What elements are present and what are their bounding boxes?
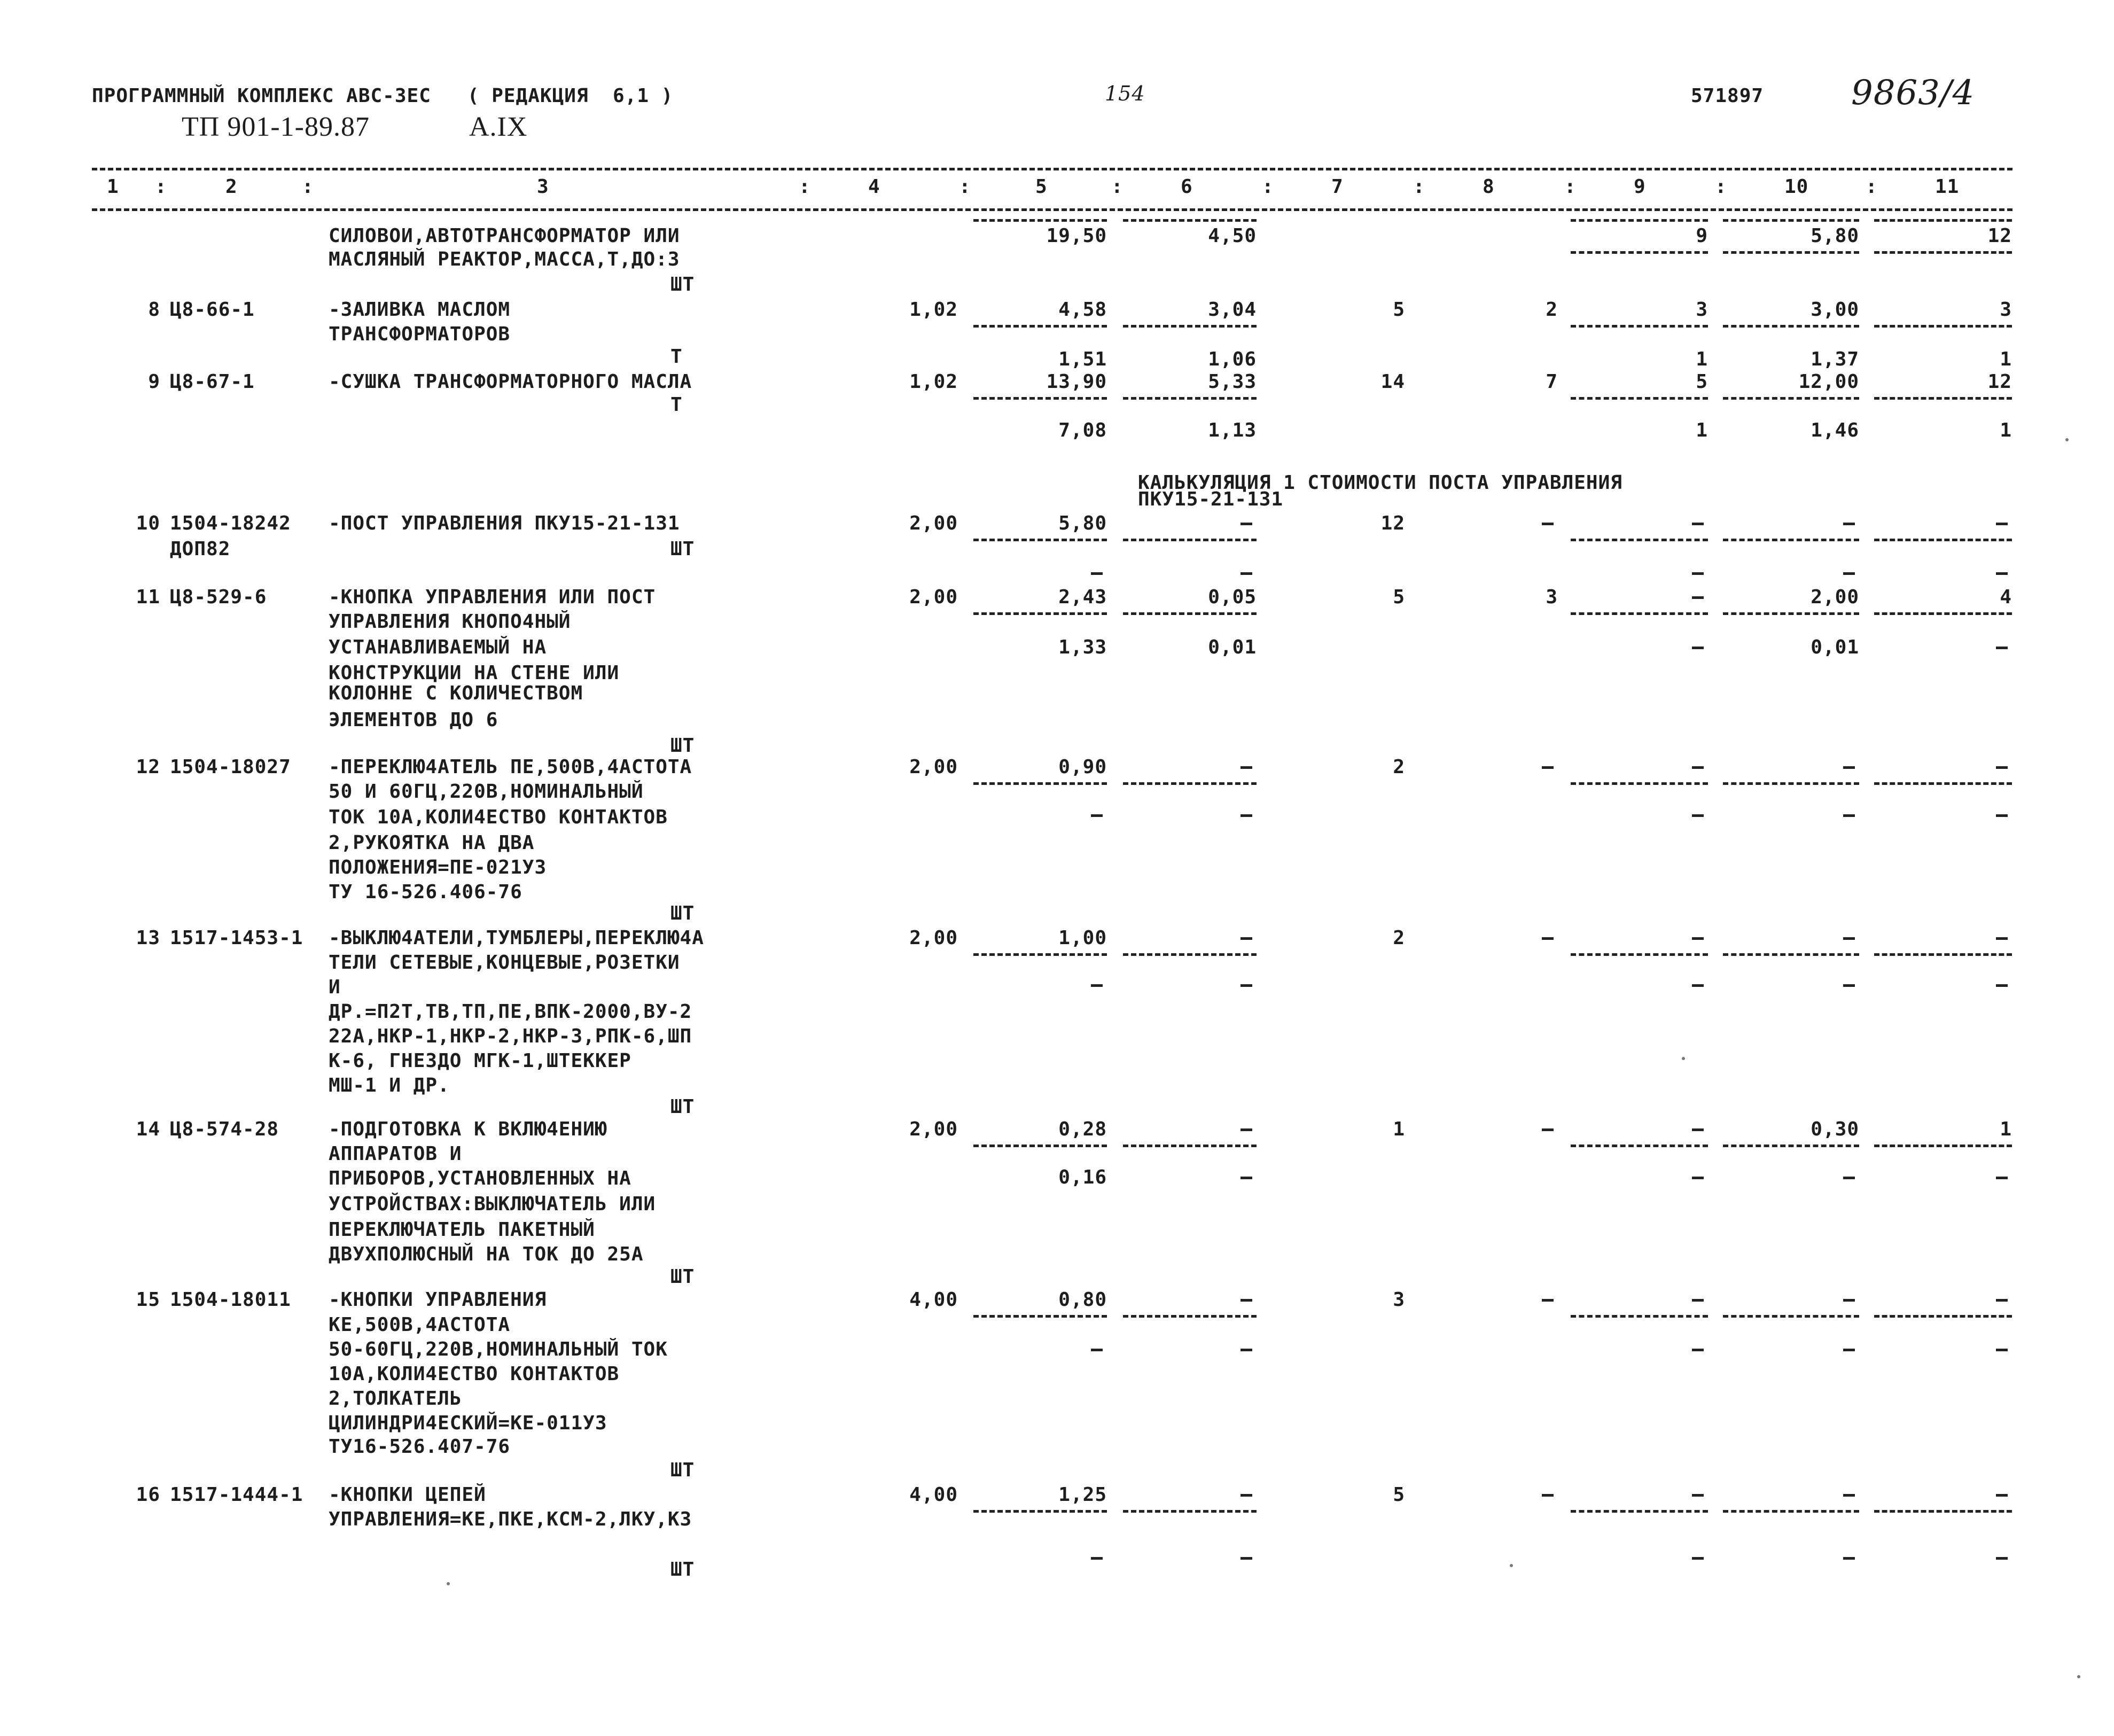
col11-subvalue: 1 <box>2000 419 2012 441</box>
scan-speck <box>2065 438 2069 441</box>
work-description-line: ТРАНСФОРМАТОРОВ <box>329 323 511 345</box>
col9-subvalue: 1 <box>1696 419 1708 441</box>
value-rule <box>1723 397 1859 400</box>
value-rule <box>1571 612 1708 615</box>
col9-value: 9 <box>1696 225 1708 247</box>
col9-value <box>1692 937 1704 940</box>
col9-value <box>1692 1128 1704 1131</box>
col11-subvalue <box>1996 984 2008 987</box>
column-separator: : <box>155 176 167 198</box>
col9-value: 3 <box>1696 299 1708 321</box>
value-rule <box>973 1145 1107 1147</box>
col5-value: 2,43 <box>1058 586 1107 608</box>
col6-subvalue <box>1241 1177 1252 1179</box>
work-description-line: -ЗАЛИВКА МАСЛОМ <box>329 299 511 321</box>
col7-value: 2 <box>1393 927 1405 949</box>
unit-label: ШТ <box>670 1096 695 1118</box>
scan-speck <box>2077 1675 2080 1678</box>
col8-value <box>1542 1494 1554 1497</box>
col7-value: 5 <box>1393 299 1405 321</box>
col6-value <box>1241 1494 1252 1497</box>
row-number: 14 <box>136 1118 160 1140</box>
value-rule <box>1123 953 1257 956</box>
project-code: ТП 901-1-89.87 <box>182 112 370 142</box>
quantity-value: 2,00 <box>909 586 958 608</box>
work-description-line: ТУ16-526.407-76 <box>329 1436 511 1458</box>
value-rule <box>1571 219 1708 222</box>
value-rule <box>1123 397 1257 400</box>
value-rule <box>1123 1315 1257 1318</box>
value-rule <box>1571 539 1708 541</box>
work-description-line: МАСЛЯНЫЙ РЕАКТОР,МАССА,Т,ДО:3 <box>329 248 680 270</box>
value-rule <box>1874 539 2012 541</box>
header-rule-top <box>92 168 2012 170</box>
scan-speck <box>1510 1564 1513 1567</box>
col5-value: 1,25 <box>1058 1484 1107 1506</box>
col11-subvalue <box>1996 1557 2008 1560</box>
col6-subvalue <box>1241 1349 1252 1351</box>
value-rule <box>1874 1510 2012 1513</box>
quantity-value: 1,02 <box>909 371 958 393</box>
value-rule <box>1123 612 1257 615</box>
col10-value <box>1843 1494 1855 1497</box>
col9-subvalue <box>1692 1557 1704 1560</box>
work-description-line: 2,ТОЛКАТЕЛЬ <box>329 1388 462 1410</box>
col6-subvalue <box>1241 572 1252 575</box>
value-rule <box>1723 325 1859 328</box>
col11-subvalue <box>1996 1349 2008 1351</box>
value-rule <box>1723 1145 1859 1147</box>
value-rule <box>973 325 1107 328</box>
col5-subvalue <box>1091 814 1103 817</box>
col7-value: 2 <box>1393 756 1405 778</box>
column-header-1: 1 <box>107 176 119 198</box>
col8-value <box>1542 766 1554 769</box>
value-rule <box>1571 1315 1708 1318</box>
value-rule <box>1874 1145 2012 1147</box>
value-rule <box>1723 612 1859 615</box>
value-rule <box>1874 251 2012 254</box>
col11-subvalue <box>1996 814 2008 817</box>
work-description-line: -СУШКА ТРАНСФОРМАТОРНОГО МАСЛА <box>329 371 692 393</box>
col7-value: 14 <box>1380 371 1405 393</box>
column-header-7: 7 <box>1331 176 1344 198</box>
col10-subvalue <box>1843 1177 1855 1179</box>
value-rule <box>1123 219 1257 222</box>
section-subtitle: ПКУ15-21-131 <box>1138 488 1284 510</box>
col10-value: 12,00 <box>1798 371 1859 393</box>
col9-value <box>1692 1494 1704 1497</box>
quantity-value: 2,00 <box>909 512 958 534</box>
col5-value: 0,28 <box>1058 1118 1107 1140</box>
col9-subvalue: 1 <box>1696 348 1708 370</box>
work-description-line: ДВУХПОЛЮСНЫЙ НА ТОК ДО 25А <box>329 1243 644 1265</box>
col10-subvalue <box>1843 814 1855 817</box>
quantity-value: 2,00 <box>909 756 958 778</box>
col6-value: 4,50 <box>1208 225 1257 247</box>
program-title: ПРОГРАММНЫЙ КОМПЛЕКС АВС-3ЕС ( РЕДАКЦИЯ 6,1 ) <box>92 85 674 107</box>
value-rule <box>1123 325 1257 328</box>
col11-value <box>1996 1494 2008 1497</box>
scan-speck <box>447 1582 450 1585</box>
work-description-line: УСТРОЙСТВАХ:ВЫКЛЮЧАТЕЛЬ ИЛИ <box>329 1193 656 1215</box>
value-rule <box>1723 251 1859 254</box>
col9-subvalue <box>1692 647 1704 649</box>
value-rule <box>1571 251 1708 254</box>
col5-subvalue <box>1091 572 1103 575</box>
col5-subvalue <box>1091 1349 1103 1351</box>
col11-subvalue <box>1996 572 2008 575</box>
col6-value <box>1241 937 1252 940</box>
column-separator: : <box>799 176 811 198</box>
work-description-line: ДР.=П2Т,ТВ,ТП,ПЕ,ВПК-2000,ВУ-2 <box>329 1001 692 1023</box>
col11-value <box>1996 1299 2008 1302</box>
col9-value <box>1692 1299 1704 1302</box>
col6-subvalue: 1,13 <box>1208 419 1257 441</box>
col11-subvalue <box>1996 647 2008 649</box>
col11-value: 3 <box>2000 299 2012 321</box>
price-code: Ц8-529-6 <box>170 586 267 608</box>
col10-subvalue <box>1843 984 1855 987</box>
value-rule <box>973 539 1107 541</box>
col11-value: 4 <box>2000 586 2012 608</box>
col9-subvalue <box>1692 572 1704 575</box>
col10-value <box>1843 937 1855 940</box>
col11-value: 12 <box>1987 371 2012 393</box>
col10-subvalue <box>1843 1557 1855 1560</box>
col11-subvalue <box>1996 1177 2008 1179</box>
col5-value: 4,58 <box>1058 299 1107 321</box>
col5-subvalue: 7,08 <box>1058 419 1107 441</box>
col5-value: 0,80 <box>1058 1289 1107 1311</box>
column-separator: : <box>1413 176 1425 198</box>
col5-value: 5,80 <box>1058 512 1107 534</box>
value-rule <box>1874 219 2012 222</box>
value-rule <box>1571 782 1708 785</box>
work-description-line: АППАРАТОВ И <box>329 1143 462 1165</box>
col5-subvalue: 0,16 <box>1058 1166 1107 1188</box>
value-rule <box>1571 953 1708 956</box>
col10-subvalue <box>1843 572 1855 575</box>
quantity-value: 1,02 <box>909 299 958 321</box>
col11-value: 1 <box>2000 1118 2012 1140</box>
value-rule <box>1874 612 2012 615</box>
value-rule <box>973 219 1107 222</box>
column-header-10: 10 <box>1784 176 1809 198</box>
row-number: 8 <box>148 299 160 321</box>
value-rule <box>1723 1510 1859 1513</box>
col8-value <box>1542 937 1554 940</box>
price-code: 1517-1453-1 <box>170 927 303 949</box>
col7-value: 5 <box>1393 1484 1405 1506</box>
value-rule <box>1571 397 1708 400</box>
work-description-line: КОНСТРУКЦИИ НА СТЕНЕ ИЛИ <box>329 662 620 684</box>
work-description-line: 50-60ГЦ,220В,НОМИНАЛЬНЫЙ ТОК <box>329 1338 668 1360</box>
col8-value: 3 <box>1546 586 1558 608</box>
value-rule <box>1123 1145 1257 1147</box>
value-rule <box>973 1315 1107 1318</box>
unit-label: ШТ <box>670 1459 695 1481</box>
col6-value: 5,33 <box>1208 371 1257 393</box>
work-description-line: КЕ,500В,4АСТОТА <box>329 1314 511 1336</box>
price-code-suffix: ДОП82 <box>170 538 231 560</box>
price-code: 1517-1444-1 <box>170 1484 303 1506</box>
column-header-5: 5 <box>1035 176 1048 198</box>
section-title: КАЛЬКУЛЯЦИЯ 1 СТОИМОСТИ ПОСТА УПРАВЛЕНИЯ <box>1138 472 1622 494</box>
col6-subvalue <box>1241 984 1252 987</box>
row-number: 16 <box>136 1484 160 1506</box>
col5-subvalue <box>1091 1557 1103 1560</box>
work-description-line: ПОЛОЖЕНИЯ=ПЕ-021У3 <box>329 857 547 878</box>
column-header-9: 9 <box>1634 176 1646 198</box>
col7-value: 12 <box>1380 512 1405 534</box>
col10-value <box>1843 1299 1855 1302</box>
col9-subvalue <box>1692 1349 1704 1351</box>
column-header-6: 6 <box>1181 176 1193 198</box>
value-rule <box>973 612 1107 615</box>
value-rule <box>973 782 1107 785</box>
column-separator: : <box>1866 176 1878 198</box>
col9-value <box>1692 766 1704 769</box>
value-rule <box>1723 1315 1859 1318</box>
col5-value: 0,90 <box>1058 756 1107 778</box>
work-description-line: КОЛОННЕ С КОЛИЧЕСТВОМ <box>329 682 583 704</box>
unit-label: Т <box>670 394 683 416</box>
col7-value: 3 <box>1393 1289 1405 1311</box>
quantity-value: 2,00 <box>909 927 958 949</box>
work-description-line: СИЛОВОИ,АВТОТРАНСФОРМАТОР ИЛИ <box>329 225 680 247</box>
work-description-line: К-6, ГНЕЗДО МГК-1,ШТЕККЕР <box>329 1050 631 1072</box>
col8-value: 2 <box>1546 299 1558 321</box>
row-number: 13 <box>136 927 160 949</box>
value-rule <box>1874 1315 2012 1318</box>
col9-subvalue <box>1692 1177 1704 1179</box>
work-description-line: -ПЕРЕКЛЮ4АТЕЛЬ ПЕ,500В,4АСТОТА <box>329 756 692 778</box>
unit-label: ШТ <box>670 1266 695 1288</box>
work-description-line: -КНОПКА УПРАВЛЕНИЯ ИЛИ ПОСТ <box>329 586 656 608</box>
col11-value <box>1996 766 2008 769</box>
value-rule <box>973 1510 1107 1513</box>
col8-value <box>1542 1299 1554 1302</box>
work-description-line: -КНОПКИ ЦЕПЕЙ <box>329 1484 486 1506</box>
value-rule <box>973 953 1107 956</box>
work-description-line: -ПОСТ УПРАВЛЕНИЯ ПКУ15-21-131 <box>329 512 680 534</box>
value-rule <box>1723 219 1859 222</box>
col5-subvalue: 1,33 <box>1058 636 1107 658</box>
work-description-line: -КНОПКИ УПРАВЛЕНИЯ <box>329 1289 547 1311</box>
value-rule <box>1123 782 1257 785</box>
value-rule <box>1874 953 2012 956</box>
price-code: Ц8-574-28 <box>170 1118 279 1140</box>
column-separator: : <box>1262 176 1274 198</box>
col6-value: 3,04 <box>1208 299 1257 321</box>
value-rule <box>1571 1510 1708 1513</box>
work-description-line: МШ-1 И ДР. <box>329 1075 450 1096</box>
unit-label: ШТ <box>670 735 695 757</box>
value-rule <box>1571 325 1708 328</box>
column-separator: : <box>1111 176 1124 198</box>
col11-value: 12 <box>1987 225 2012 247</box>
header-rule-bottom <box>92 208 2012 211</box>
work-description-line: ПЕРЕКЛЮЧАТЕЛЬ ПАКЕТНЫЙ <box>329 1219 595 1241</box>
work-description-line: УПРАВЛЕНИЯ КНОПО4НЫЙ <box>329 611 571 633</box>
price-code: Ц8-66-1 <box>170 299 255 321</box>
value-rule <box>1571 1145 1708 1147</box>
row-number: 15 <box>136 1289 160 1311</box>
price-code: Ц8-67-1 <box>170 371 255 393</box>
quantity-value: 2,00 <box>909 1118 958 1140</box>
col11-value <box>1996 523 2008 525</box>
col6-subvalue <box>1241 814 1252 817</box>
col9-subvalue <box>1692 814 1704 817</box>
col6-value: 0,05 <box>1208 586 1257 608</box>
work-description-line: 10А,КОЛИ4ЕСТВО КОНТАКТОВ <box>329 1363 620 1385</box>
album-number: А.IX <box>469 112 528 142</box>
column-header-4: 4 <box>868 176 880 198</box>
col7-value: 5 <box>1393 586 1405 608</box>
col5-value: 1,00 <box>1058 927 1107 949</box>
row-number: 10 <box>136 512 160 534</box>
col8-value <box>1542 1128 1554 1131</box>
col10-value: 0,30 <box>1811 1118 1859 1140</box>
col6-value <box>1241 766 1252 769</box>
work-description-line: 50 И 60ГЦ,220В,НОМИНАЛЬНЫЙ <box>329 781 644 803</box>
col7-value: 1 <box>1393 1118 1405 1140</box>
col6-value <box>1241 523 1252 525</box>
work-description-line: ТУ 16-526.406-76 <box>329 881 522 903</box>
column-header-3: 3 <box>537 176 549 198</box>
col6-subvalue: 1,06 <box>1208 348 1257 370</box>
column-separator: : <box>302 176 314 198</box>
work-description-line: -ВЫКЛЮ4АТЕЛИ,ТУМБЛЕРЫ,ПЕРЕКЛЮ4А <box>329 927 704 949</box>
page-number: 154 <box>1105 82 1145 105</box>
column-separator: : <box>1715 176 1727 198</box>
work-description-line: ТЕЛИ СЕТЕВЫЕ,КОНЦЕВЫЕ,РОЗЕТКИ <box>329 952 680 974</box>
col10-subvalue: 1,46 <box>1811 419 1859 441</box>
value-rule <box>1123 1510 1257 1513</box>
col10-value: 5,80 <box>1811 225 1859 247</box>
work-description-line: -ПОДГОТОВКА К ВКЛЮ4ЕНИЮ <box>329 1118 607 1140</box>
row-number: 12 <box>136 756 160 778</box>
col11-value <box>1996 937 2008 940</box>
column-separator: : <box>1564 176 1577 198</box>
col8-value <box>1542 523 1554 525</box>
work-description-line: ТОК 10А,КОЛИ4ЕСТВО КОНТАКТОВ <box>329 806 668 828</box>
col10-subvalue: 0,01 <box>1811 636 1859 658</box>
col5-value: 13,90 <box>1046 371 1107 393</box>
col9-value <box>1692 523 1704 525</box>
work-description-line: УПРАВЛЕНИЯ=КЕ,ПКЕ,КСМ-2,ЛКУ,КЗ <box>329 1508 692 1530</box>
col11-subvalue: 1 <box>2000 348 2012 370</box>
value-rule <box>1874 782 2012 785</box>
work-description-line: ЭЛЕМЕНТОВ ДО 6 <box>329 709 498 731</box>
col6-value <box>1241 1128 1252 1131</box>
quantity-value: 4,00 <box>909 1484 958 1506</box>
unit-label: ШТ <box>670 274 695 295</box>
col10-value <box>1843 523 1855 525</box>
price-code: 1504-18027 <box>170 756 291 778</box>
row-number: 11 <box>136 586 160 608</box>
col10-subvalue: 1,37 <box>1811 348 1859 370</box>
work-description-line: И <box>329 976 341 998</box>
scan-speck <box>1682 1057 1685 1060</box>
col5-value: 19,50 <box>1046 225 1107 247</box>
value-rule <box>1723 782 1859 785</box>
column-separator: : <box>959 176 971 198</box>
column-header-2: 2 <box>225 176 238 198</box>
col10-subvalue <box>1843 1349 1855 1351</box>
unit-label: ШТ <box>670 902 695 924</box>
value-rule <box>973 397 1107 400</box>
unit-label: Т <box>670 346 683 368</box>
value-rule <box>1874 325 2012 328</box>
price-code: 1504-18011 <box>170 1289 291 1311</box>
col10-value <box>1843 766 1855 769</box>
value-rule <box>1874 397 2012 400</box>
col9-value: 5 <box>1696 371 1708 393</box>
value-rule <box>1123 539 1257 541</box>
column-header-11: 11 <box>1935 176 1960 198</box>
unit-label: ШТ <box>670 1559 695 1581</box>
col6-subvalue <box>1241 1557 1252 1560</box>
document-number: 571897 <box>1691 85 1764 107</box>
value-rule <box>1723 953 1859 956</box>
col6-value <box>1241 1299 1252 1302</box>
price-code: 1504-18242 <box>170 512 291 534</box>
work-description-line: 22А,НКР-1,НКР-2,НКР-3,РПК-6,ШП <box>329 1025 692 1047</box>
unit-label: ШТ <box>670 538 695 560</box>
row-number: 9 <box>148 371 160 393</box>
col8-value: 7 <box>1546 371 1558 393</box>
col9-subvalue <box>1692 984 1704 987</box>
col5-subvalue <box>1091 984 1103 987</box>
column-header-8: 8 <box>1483 176 1495 198</box>
col9-value <box>1692 596 1704 599</box>
archive-number: 9863/4 <box>1851 73 1975 113</box>
col10-value: 3,00 <box>1811 299 1859 321</box>
quantity-value: 4,00 <box>909 1289 958 1311</box>
value-rule <box>1723 539 1859 541</box>
col10-value: 2,00 <box>1811 586 1859 608</box>
work-description-line: УСТАНАВЛИВАЕМЫЙ НА <box>329 636 547 658</box>
col5-subvalue: 1,51 <box>1058 348 1107 370</box>
work-description-line: ЦИЛИНДРИ4ЕСКИЙ=КЕ-011У3 <box>329 1412 607 1434</box>
work-description-line: ПРИБОРОВ,УСТАНОВЛЕННЫХ НА <box>329 1167 631 1189</box>
work-description-line: 2,РУКОЯТКА НА ДВА <box>329 832 535 854</box>
col6-subvalue: 0,01 <box>1208 636 1257 658</box>
